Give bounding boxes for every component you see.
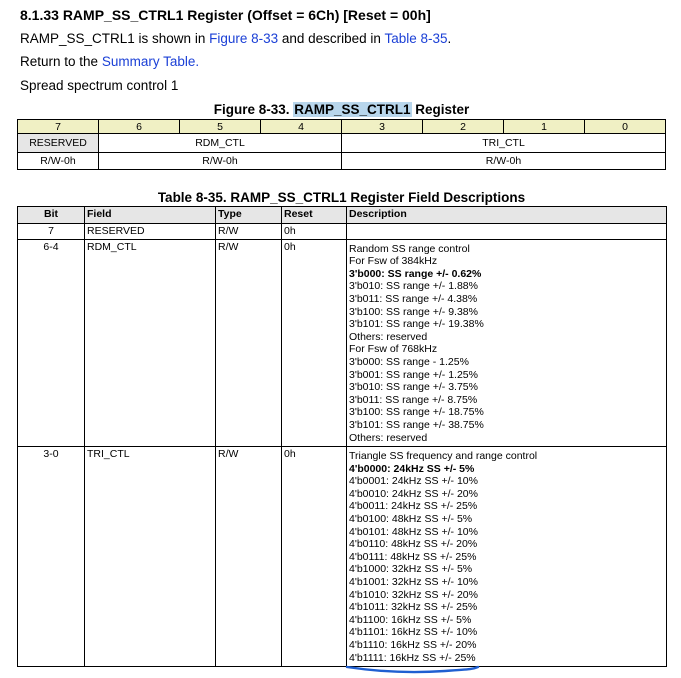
figure-caption-prefix: Figure 8-33.: [213, 102, 294, 117]
col-header-description: Description: [347, 207, 667, 224]
description-line: 4'b0010: 24kHz SS +/- 20%: [349, 487, 478, 500]
field-name-reserved: RESERVED: [18, 134, 99, 153]
figure-caption-highlight: RAMP_SS_CTRL1: [294, 102, 411, 117]
return-text: Return to the: [20, 54, 102, 69]
row-type: R/W: [216, 239, 282, 447]
bit-number-row: [18, 120, 666, 134]
intro-line: [20, 31, 451, 46]
description-line: 4'b1101: 16kHz SS +/- 10%: [349, 626, 478, 639]
description-line: 4'b1000: 32kHz SS +/- 5%: [349, 563, 473, 576]
description-line: 4'b1111: 16kHz SS +/- 25%: [349, 651, 476, 664]
description-line: 4'b0011: 24kHz SS +/- 25%: [349, 500, 478, 513]
bit-cell: 6: [99, 120, 180, 134]
description-line: 3'b100: SS range +/- 18.75%: [349, 406, 484, 419]
field-name-rdm-ctl: RDM_CTL: [99, 134, 342, 153]
bit-cell: 4: [261, 120, 342, 134]
description-line: 4'b1100: 16kHz SS +/- 5%: [349, 613, 472, 626]
description-line: 3'b101: SS range +/- 38.75%: [349, 418, 484, 431]
summary-table-link[interactable]: Summary Table.: [101, 54, 200, 69]
bit-cell: 3: [342, 120, 423, 134]
description-line: 4'b0111: 48kHz SS +/- 25%: [349, 550, 477, 563]
row-reset: 0h: [282, 224, 347, 240]
bit-cell: 7: [18, 120, 99, 134]
table-header-row: [18, 207, 667, 224]
bit-cell: 0: [585, 120, 666, 134]
return-line: [20, 54, 199, 69]
table-row: [18, 239, 667, 447]
col-header-reset: Reset: [282, 207, 347, 224]
row-type: R/W: [216, 224, 282, 240]
table-row: [18, 447, 667, 667]
description-line: 4'b0110: 48kHz SS +/- 20%: [349, 538, 478, 551]
description-line: 3'b101: SS range +/- 19.38%: [349, 318, 484, 331]
row-field: RDM_CTL: [85, 239, 216, 447]
row-field: RESERVED: [85, 224, 216, 240]
field-access-rdm-ctl: R/W-0h: [99, 153, 342, 170]
row-type: R/W: [216, 447, 282, 667]
field-name-row: [18, 134, 666, 153]
description-line: 3'b000: SS range +/- 0.62%: [349, 267, 482, 280]
description-line: 3'b010: SS range +/- 1.88%: [349, 280, 478, 293]
description-line: 4'b0000: 24kHz SS +/- 5%: [349, 462, 475, 475]
description-line: For Fsw of 768kHz: [349, 343, 438, 356]
description-line: 3'b010: SS range +/- 3.75%: [349, 381, 478, 394]
col-header-bit: Bit: [18, 207, 85, 224]
figure-link[interactable]: Figure 8-33: [209, 31, 279, 46]
description-line: 3'b000: SS range - 1.25%: [349, 355, 469, 368]
description-line: 4'b1010: 32kHz SS +/- 20%: [349, 588, 478, 601]
field-name-tri-ctl: TRI_CTL: [342, 134, 666, 153]
intro-text-1: RAMP_SS_CTRL1 is shown in: [20, 31, 210, 46]
description-line: 4'b1110: 16kHz SS +/- 20%: [349, 639, 477, 651]
description-line: 4'b1011: 32kHz SS +/- 25%: [349, 601, 478, 614]
row-description: [347, 224, 667, 240]
description-line: 3'b100: SS range +/- 9.38%: [349, 305, 478, 318]
row-bit: 7: [18, 224, 85, 240]
field-access-row: [18, 153, 666, 170]
table-caption: Table 8-35. RAMP_SS_CTRL1 Register Field Descriptions: [157, 190, 526, 205]
field-access-tri-ctl: R/W-0h: [342, 153, 666, 170]
description-line: 4'b1001: 32kHz SS +/- 10%: [349, 576, 478, 589]
description-line: 3'b011: SS range +/- 4.38%: [349, 292, 478, 305]
field-description-table: [17, 206, 667, 667]
register-bit-map: [17, 119, 666, 170]
bit-cell: 2: [423, 120, 504, 134]
row-bit: 6-4: [18, 239, 85, 447]
row-description: [347, 447, 667, 667]
register-summary: Spread spectrum control 1: [20, 78, 179, 93]
intro-text-2: and described in: [278, 31, 385, 46]
row-reset: 0h: [282, 239, 347, 447]
description-line: Random SS range control: [349, 242, 470, 255]
handwritten-underline-annotation: [345, 664, 481, 676]
figure-caption-suffix: Register: [411, 102, 470, 117]
table-link[interactable]: Table 8-35: [384, 31, 448, 46]
col-header-type: Type: [216, 207, 282, 224]
description-line: 4'b0100: 48kHz SS +/- 5%: [349, 513, 473, 526]
description-line: 4'b0001: 24kHz SS +/- 10%: [349, 475, 478, 488]
row-bit: 3-0: [18, 447, 85, 667]
description-line: For Fsw of 384kHz: [349, 255, 438, 268]
bit-cell: 1: [504, 120, 585, 134]
col-header-field: Field: [85, 207, 216, 224]
description-line: 3'b011: SS range +/- 8.75%: [349, 393, 478, 406]
intro-text-3: .: [447, 31, 452, 46]
row-reset: 0h: [282, 447, 347, 667]
section-heading: 8.1.33 RAMP_SS_CTRL1 Register (Offset = 6Ch) [Reset = 00h]: [20, 7, 431, 23]
figure-caption: [17, 102, 666, 117]
bit-cell: 5: [180, 120, 261, 134]
description-line: Others: reserved: [349, 431, 428, 444]
field-access-reserved: R/W-0h: [18, 153, 99, 170]
description-line: Others: reserved: [349, 330, 428, 343]
row-field: TRI_CTL: [85, 447, 216, 667]
description-line: 3'b001: SS range +/- 1.25%: [349, 368, 478, 381]
description-line: 4'b0101: 48kHz SS +/- 10%: [349, 525, 478, 538]
row-description: [347, 239, 667, 447]
table-row: [18, 224, 667, 240]
description-line: Triangle SS frequency and range control: [349, 450, 538, 463]
